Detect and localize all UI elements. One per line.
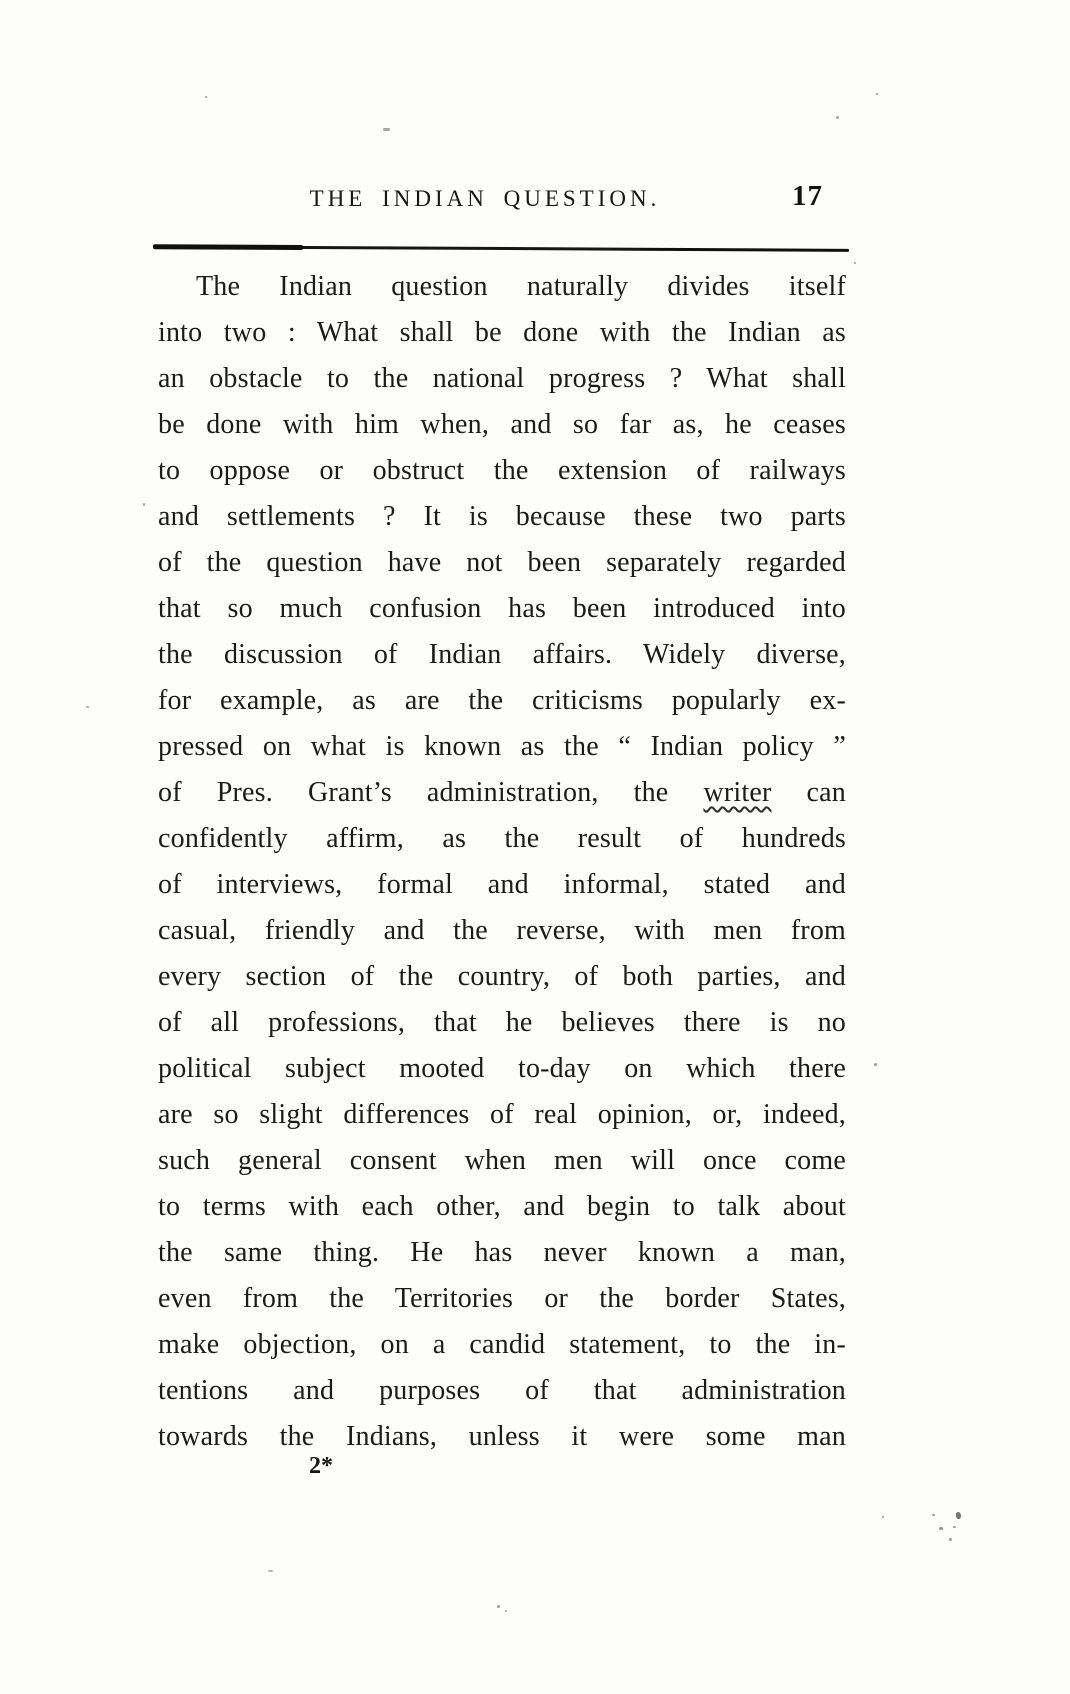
text-line: an obstacle to the national progress ? What shall (158, 363, 846, 394)
text-line: The Indian question naturally divides itself (196, 271, 846, 302)
scan-speck (205, 96, 207, 98)
text-line: of all professions, that he believes there is no (158, 1007, 846, 1038)
page-text (158, 264, 846, 1460)
scan-speck (497, 1605, 500, 1608)
header-rule (153, 245, 849, 252)
text-line: for example, as are the criticisms popularly ex- (158, 685, 846, 716)
text-line-annotated (158, 770, 846, 816)
text-line: are so slight differences of real opinion, or, indeed, (158, 1099, 846, 1130)
text-line: such general consent when men will once come (158, 1145, 846, 1176)
scan-speck (932, 1514, 935, 1516)
scan-speck (505, 1610, 507, 1612)
signature-mark: 2* (309, 1453, 333, 1479)
scan-speck (268, 1570, 273, 1572)
text-line: the discussion of Indian affairs. Widely diverse, (158, 639, 846, 670)
text-line: into two : What shall be done with the Indian as (158, 317, 846, 348)
running-head-title: THE INDIAN QUESTION. (309, 186, 661, 211)
text-line: of the question have not been separately regarded (158, 547, 846, 578)
text-line: even from the Territories or the border States, (158, 1283, 846, 1314)
scan-speck (876, 93, 878, 95)
page-number: 17 (792, 180, 823, 212)
text-line: that so much confusion has been introduced into (158, 593, 846, 624)
scan-speck (882, 1516, 884, 1518)
text-line: casual, friendly and the reverse, with men from (158, 915, 846, 946)
scan-speck (949, 1538, 952, 1541)
text-line: pressed on what is known as the “ Indian policy ” (158, 731, 846, 762)
text-line: to terms with each other, and begin to talk about (158, 1191, 846, 1222)
scan-speck (956, 1512, 961, 1519)
text-line: be done with him when, and so far as, he ceases (158, 409, 846, 440)
text-line: of interviews, formal and informal, stated and (158, 869, 846, 900)
scan-speck (143, 503, 145, 506)
scan-speck (86, 706, 89, 708)
text-line: confidently affirm, as the result of hundreds (158, 823, 846, 854)
pencil-underlined-word: writer (703, 777, 772, 808)
scan-speck (854, 262, 856, 264)
scan-speck (383, 128, 390, 131)
text-segment: of Pres. Grant’s administration, the (158, 777, 704, 808)
text-line: to oppose or obstruct the extension of railways (158, 455, 846, 486)
text-segment: can (771, 777, 846, 808)
scan-speck (953, 1526, 956, 1528)
text-line: political subject mooted to-day on which there (158, 1053, 846, 1084)
text-line: and settlements ? It is because these two parts (158, 501, 846, 532)
text-line: tentions and purposes of that administration (158, 1375, 846, 1406)
text-line: towards the Indians, unless it were some man (158, 1421, 846, 1452)
scan-speck (874, 1063, 877, 1066)
scan-speck (836, 116, 839, 119)
text-line: make objection, on a candid statement, to the in- (158, 1329, 846, 1360)
text-line: every section of the country, of both parties, and (158, 961, 846, 992)
text-line: the same thing. He has never known a man, (158, 1237, 846, 1268)
scan-speck (939, 1527, 943, 1530)
